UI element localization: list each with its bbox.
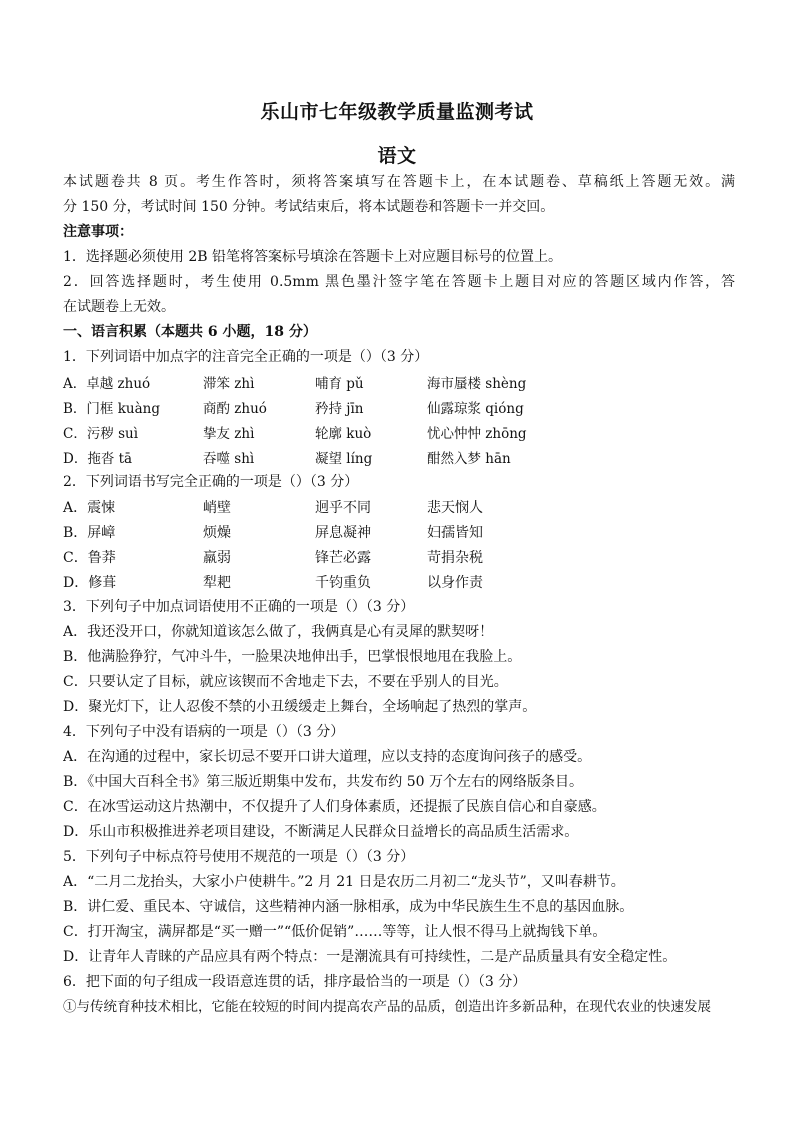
option-cell: 屏息凝神: [315, 525, 371, 541]
subject-title: 语文: [377, 145, 417, 167]
exam-title: 乐山市七年级教学质量监测考试: [260, 101, 534, 123]
intro-line-2: 分 150 分，考试时间 150 分钟。考试结束后，将本试题卷和答题卡一并交回。: [63, 199, 555, 215]
q5-option-b: B．讲仁爱、重民本、守诚信，这些精神内涵一脉相承，成为中华民族生生不息的基因血脉。: [63, 899, 634, 915]
option-cell: 悲天悯人: [427, 500, 483, 516]
q4-stem: 4．下列句子中没有语病的一项是（）（3 分）: [63, 724, 345, 740]
q6-sentence-1: ①与传统育种技术相比，它能在较短的时间内提高农产品的品质，创造出许多新品种，在现代农业的快速发展: [63, 999, 711, 1015]
q5-option-c: C．打开淘宝，满屏都是“买一赠一”“低价促销”……等等，让人恨不得马上就掏钱下单。: [63, 924, 607, 940]
option-cell: 商酌 zhuó: [203, 401, 267, 417]
option-cell: 峭壁: [203, 500, 231, 516]
q1-option-c: [63, 422, 735, 442]
q2-option-c: [63, 547, 735, 567]
intro-line-1: 本试题卷共 8 页。考生作答时，须将答案填写在答题卡上，在本试题卷、草稿纸上答题无效。满: [63, 174, 735, 190]
q4-option-c: C．在冰雪运动这片热潮中，不仅提升了人们身体素质，还提振了民族自信心和自豪感。: [63, 799, 606, 815]
q4-option-d: D．乐山市积极推进养老项目建设，不断满足人民群众日益增长的高品质生活需求。: [63, 824, 579, 840]
option-cell: D．修葺: [63, 575, 117, 591]
option-cell: A．卓越 zhuó: [63, 376, 151, 392]
option-cell: 挚友 zhì: [203, 426, 255, 442]
option-cell: B．门框 kuàng: [63, 401, 160, 417]
option-cell: 凝望 líng: [315, 451, 373, 467]
option-cell: D．拖沓 tā: [63, 451, 133, 467]
q4-option-b: B．《中国大百科全书》第三版近期集中发布，共发布约 50 万个左右的网络版条目。: [63, 774, 584, 790]
option-cell: 仙露琼浆 qióng: [427, 401, 524, 417]
q1-option-a: [63, 372, 735, 392]
option-cell: 羸弱: [203, 550, 231, 566]
q3-option-b: B．他满脸狰狞，气冲斗牛，一脸果决地伸出手，巴掌恨恨地甩在我脸上。: [63, 649, 522, 665]
option-cell: 哺育 pǔ: [315, 376, 364, 392]
option-cell: 锋芒必露: [315, 550, 371, 566]
notes-item-1: 1．选择题必须使用 2B 铅笔将答案标号填涂在答题卡上对应题目标号的位置上。: [63, 249, 563, 265]
option-cell: 千钧重负: [315, 575, 371, 591]
option-cell: 苛捐杂税: [427, 550, 483, 566]
q2-option-d: [63, 572, 735, 592]
option-cell: 忧心忡忡 zhōng: [427, 426, 527, 442]
option-cell: 犁耙: [203, 575, 231, 591]
notes-item-2-line-1: 2．回答选择题时，考生使用 0.5mm 黑色墨汁签字笔在答题卡上题目对应的答题区域内作答，答: [63, 274, 735, 290]
q2-option-a: [63, 497, 735, 517]
option-cell: 妇孺皆知: [427, 525, 483, 541]
q5-stem: 5．下列句子中标点符号使用不规范的一项是（）（3 分）: [63, 849, 415, 865]
q3-option-a: A．我还没开口，你就知道该怎么做了，我俩真是心有灵犀的默契呀！: [63, 624, 494, 640]
q2-option-b: [63, 522, 735, 542]
option-cell: 海市蜃楼 shèng: [427, 376, 527, 392]
notes-heading: 注意事项：: [63, 224, 133, 240]
notes-item-2-line-2: 在试题卷上无效。: [63, 299, 175, 315]
option-cell: 迥乎不同: [315, 500, 371, 516]
q6-stem: 6．把下面的句子组成一段语意连贯的话，排序最恰当的一项是（）（3 分）: [63, 974, 527, 990]
option-cell: B．屏嶂: [63, 525, 116, 541]
option-cell: 滞笨 zhì: [203, 376, 255, 392]
option-cell: A．震悚: [63, 500, 116, 516]
option-cell: 烦燥: [203, 525, 231, 541]
q3-option-d: D．聚光灯下，让人忍俊不禁的小丑缓缓走上舞台，全场响起了热烈的掌声。: [63, 699, 537, 715]
q4-option-a: A．在沟通的过程中，家长切忌不要开口讲大道理，应以支持的态度询问孩子的感受。: [63, 749, 592, 765]
q1-stem: 1．下列词语中加点字的注音完全正确的一项是（）（3 分）: [63, 349, 429, 365]
option-cell: 以身作责: [427, 575, 483, 591]
q3-stem: 3．下列句子中加点词语使用不正确的一项是（）（3 分）: [63, 599, 415, 615]
option-cell: 吞噬 shì: [203, 451, 255, 467]
option-cell: 矜持 jīn: [315, 401, 364, 417]
q5-option-d: D．让青年人青睐的产品应具有两个特点：一是潮流具有可持续性，二是产品质量具有安全稳定性。: [63, 949, 677, 965]
q5-option-a: A．“二月二龙抬头，大家小户使耕牛。”2 月 21 日是农历二月初二“龙头节”，又叫春耕节。: [63, 874, 625, 890]
option-cell: 轮廓 kuò: [315, 426, 372, 442]
q1-option-d: [63, 447, 735, 467]
q3-option-c: C．只要认定了目标，就应该锲而不舍地走下去，不要在乎别人的目光。: [63, 674, 508, 690]
option-cell: 酣然入梦 hān: [427, 451, 511, 467]
option-cell: C．污秽 suì: [63, 426, 139, 442]
q2-stem: 2．下列词语书写完全正确的一项是（）（3 分）: [63, 474, 359, 490]
q1-option-b: [63, 397, 735, 417]
option-cell: C．鲁莽: [63, 550, 116, 566]
section-1-heading: 一、语言积累（本题共 6 小题，18 分）: [63, 324, 317, 340]
